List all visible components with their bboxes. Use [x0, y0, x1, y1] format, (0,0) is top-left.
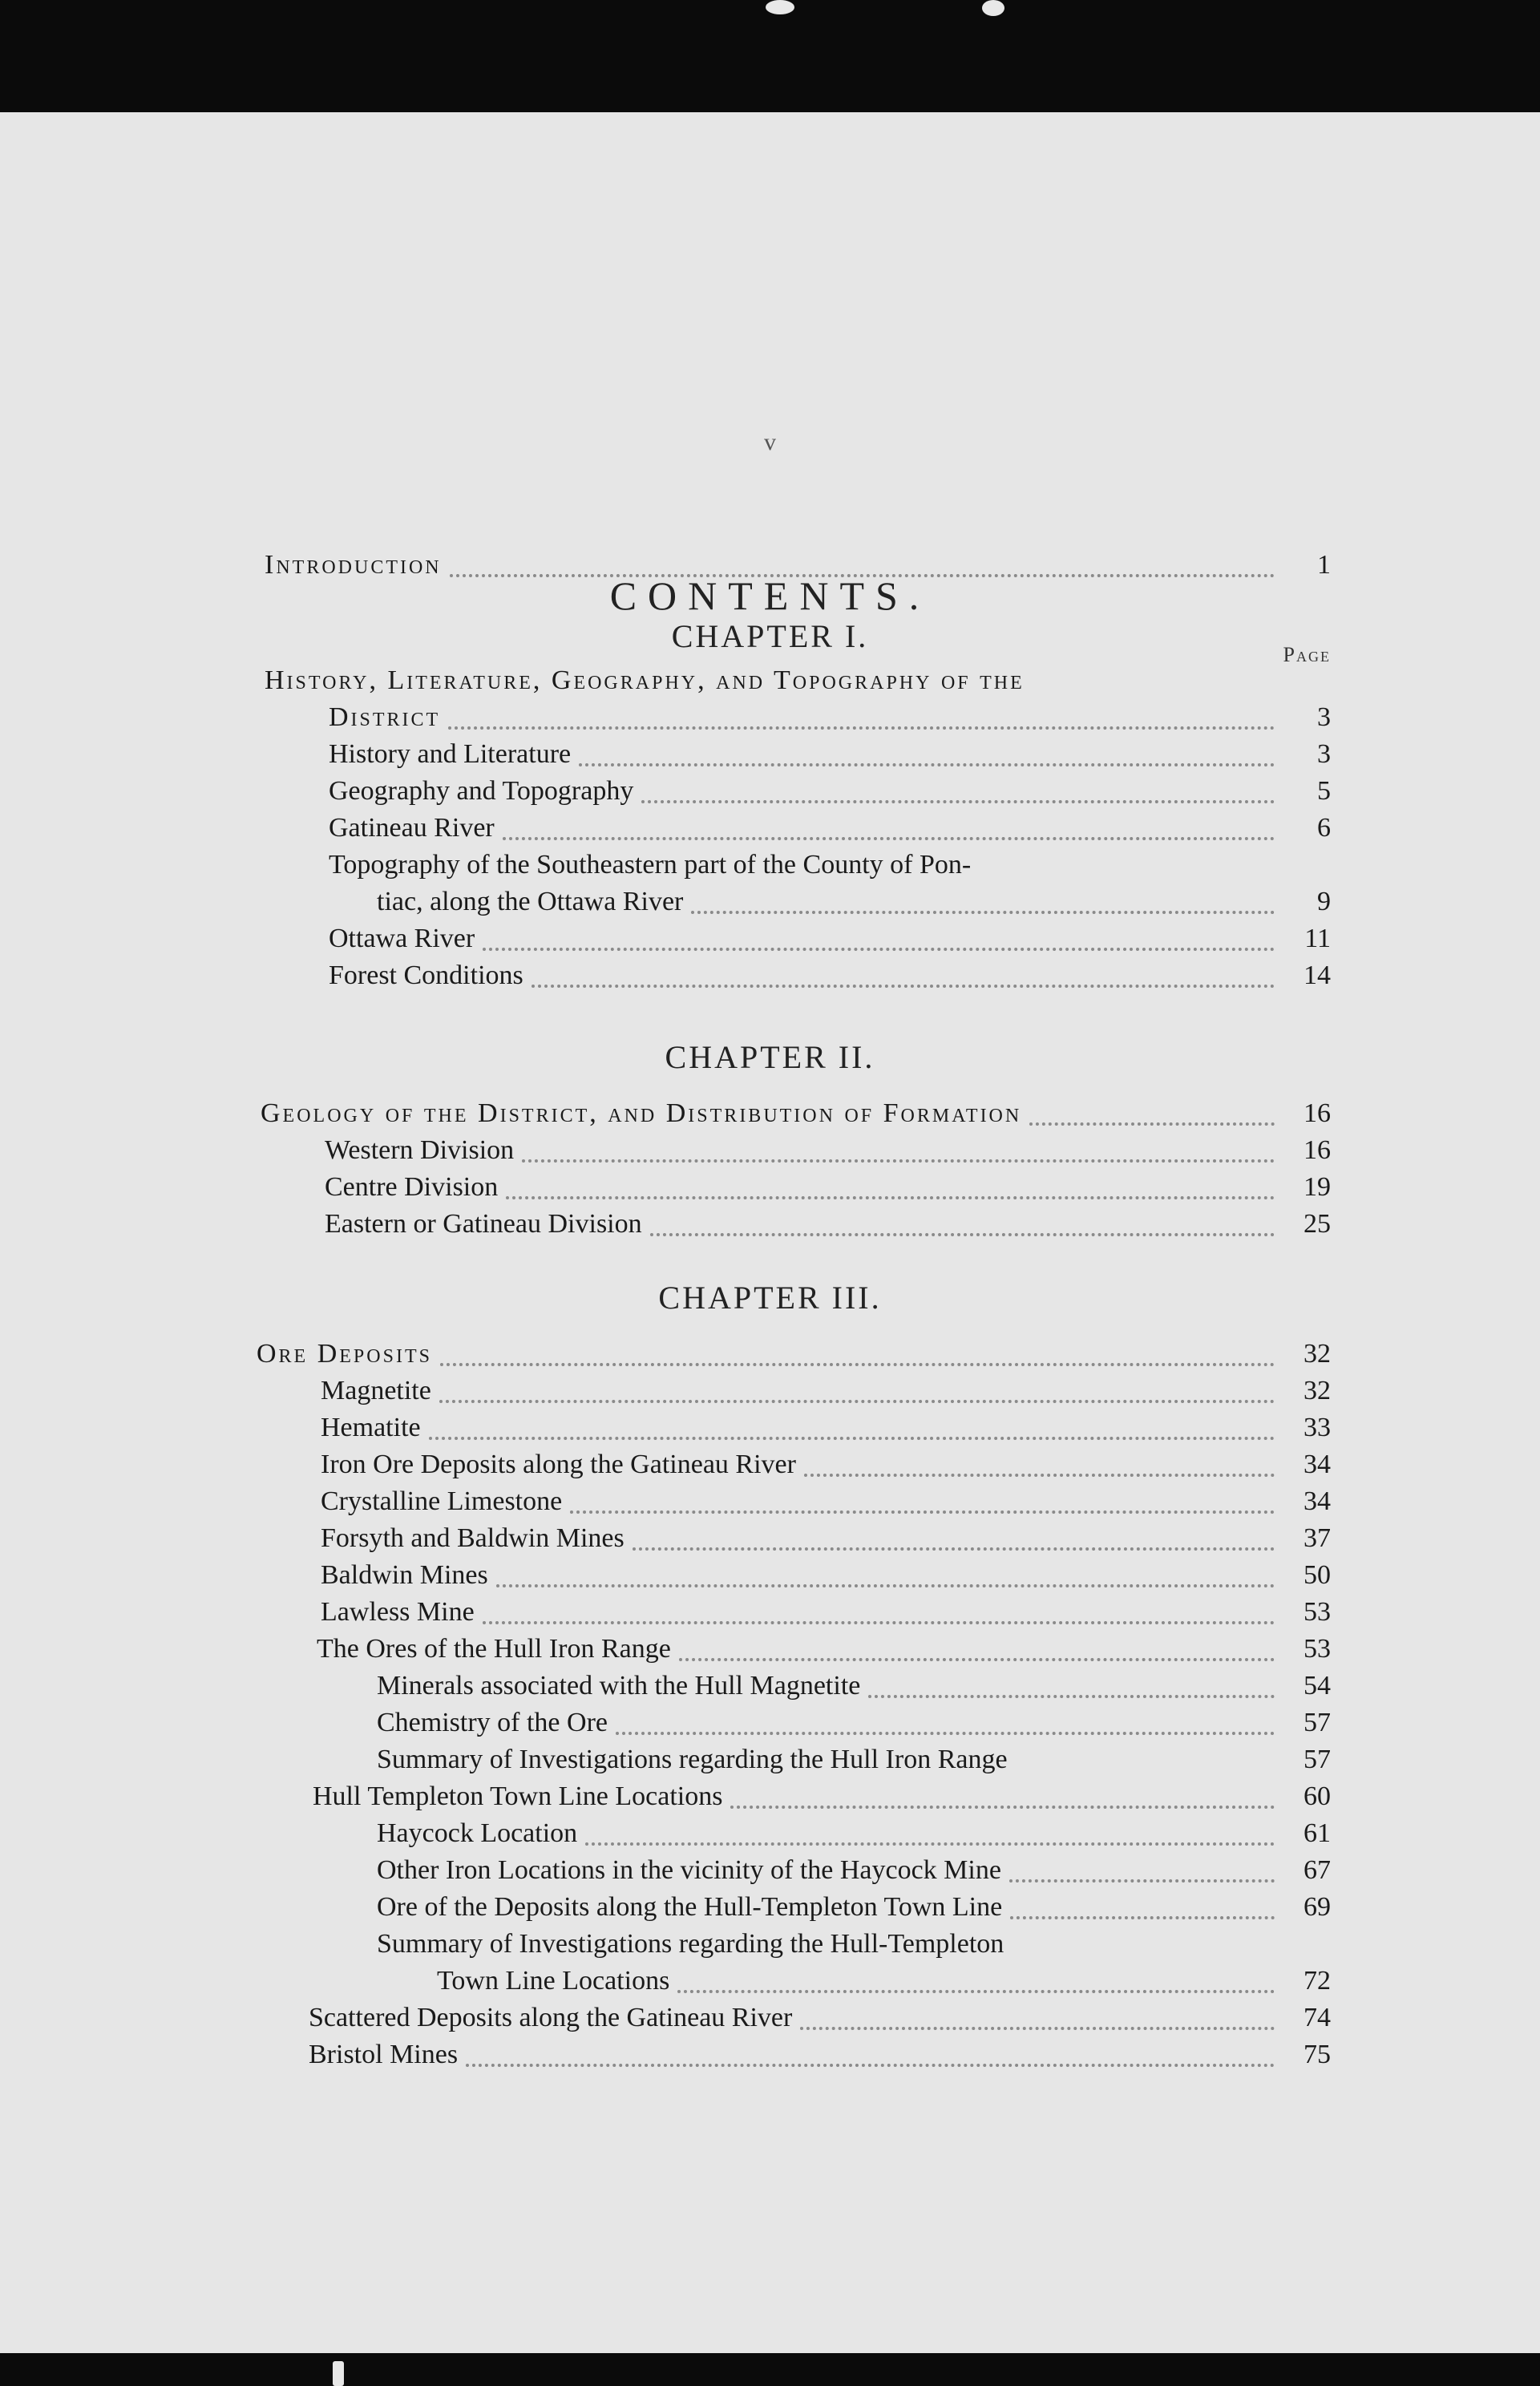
toc-entry-text: Lawless Mine	[321, 1597, 475, 1627]
toc-entry-text: Iron Ore Deposits along the Gatineau River	[321, 1450, 796, 1479]
toc-entry-page: 3	[1317, 739, 1331, 769]
toc-entry	[329, 702, 1331, 739]
leader-dots	[506, 1196, 1275, 1199]
toc-entry	[377, 1745, 1331, 1781]
toc-entry	[257, 1339, 1331, 1376]
leader-dots	[1010, 1916, 1275, 1919]
toc-entry	[377, 1929, 1331, 1966]
leader-dots	[429, 1437, 1275, 1440]
toc-entry-text: Forest Conditions	[329, 960, 523, 990]
leader-dots	[730, 1806, 1275, 1809]
toc-entry-text: Scattered Deposits along the Gatineau River	[309, 2003, 793, 2032]
film-speck	[766, 0, 794, 14]
toc-entry-text: Forsyth and Baldwin Mines	[321, 1523, 624, 1553]
toc-entry	[313, 1781, 1331, 1818]
page-folio: v	[764, 429, 776, 455]
leader-dots	[804, 1474, 1275, 1477]
toc-entry	[437, 1966, 1331, 2003]
toc-entry	[309, 2003, 1331, 2040]
leader-dots	[641, 800, 1275, 803]
toc-entry-page: 74	[1304, 2003, 1331, 2032]
toc-entry	[325, 1135, 1331, 1172]
toc-entry-page: 69	[1304, 1892, 1331, 1922]
toc-entry-page: 67	[1304, 1855, 1331, 1885]
toc-entry-page: 3	[1317, 702, 1331, 732]
leader-dots	[483, 1621, 1275, 1624]
toc-entry	[265, 665, 1331, 702]
toc-entry-page: 34	[1304, 1486, 1331, 1516]
toc-entry	[377, 1892, 1331, 1929]
toc-entry-text: Haycock Location	[377, 1818, 578, 1848]
leader-dots	[1029, 1122, 1275, 1126]
toc-entry-text: Ore of the Deposits along the Hull-Templeton Town Line	[377, 1892, 1003, 1922]
toc-entry-page: 16	[1304, 1135, 1331, 1165]
toc-entry-text: Western Division	[325, 1135, 515, 1165]
toc-entry	[321, 1523, 1331, 1560]
toc-entry-page: 32	[1304, 1339, 1331, 1369]
toc-entry	[321, 1413, 1331, 1450]
toc-entry	[321, 1560, 1331, 1597]
leader-dots	[570, 1510, 1275, 1514]
toc-entry-page: 16	[1304, 1098, 1331, 1128]
toc-entry-page: 50	[1304, 1560, 1331, 1590]
toc-entry	[261, 1098, 1331, 1135]
toc-entry-text: Bristol Mines	[309, 2040, 459, 2069]
toc-entry-page: 54	[1304, 1671, 1331, 1701]
leader-dots	[466, 2064, 1275, 2067]
leader-dots	[522, 1159, 1275, 1163]
toc-entry-page: 61	[1304, 1818, 1331, 1848]
leader-dots	[503, 837, 1275, 840]
toc-entry-text: Baldwin Mines	[321, 1560, 488, 1590]
page-column-header: Page	[1283, 643, 1331, 666]
leader-dots	[677, 1990, 1275, 1993]
toc-entry	[309, 2040, 1331, 2077]
toc-entry	[377, 1708, 1331, 1745]
toc-entry	[329, 776, 1331, 813]
toc-entry-text: Introduction	[265, 550, 442, 580]
toc-entry-text: District	[329, 702, 441, 732]
toc-entry-page: 9	[1317, 887, 1331, 916]
toc-entry-text: Geography and Topography	[329, 776, 634, 806]
toc-entry-text: Ore Deposits	[257, 1339, 432, 1369]
toc-entry-page: 57	[1304, 1745, 1331, 1774]
toc-entry-text: Magnetite	[321, 1376, 431, 1405]
document-page	[0, 112, 1540, 2353]
leader-dots	[585, 1842, 1275, 1846]
toc-entry-text: The Ores of the Hull Iron Range	[317, 1634, 671, 1664]
toc-entry-text: Summary of Investigations regarding the Hull-Templeton	[377, 1929, 1004, 1959]
toc-entry-text: History and Literature	[329, 739, 572, 769]
toc-entry-page: 57	[1304, 1708, 1331, 1737]
leader-dots	[800, 2027, 1275, 2030]
toc-entry-page: 5	[1317, 776, 1331, 806]
toc-entry-page: 6	[1317, 813, 1331, 843]
leader-dots	[679, 1658, 1275, 1661]
toc-entry	[329, 924, 1331, 960]
toc-entry-text: Other Iron Locations in the vicinity of the Haycock Mine	[377, 1855, 1001, 1885]
toc-entry	[321, 1450, 1331, 1486]
toc-entry-page: 37	[1304, 1523, 1331, 1553]
toc-entry	[325, 1209, 1331, 1246]
toc-entry-text: Chemistry of the Ore	[377, 1708, 608, 1737]
toc-entry-page: 75	[1304, 2040, 1331, 2069]
leader-dots	[532, 985, 1275, 988]
leader-dots	[579, 763, 1275, 766]
leader-dots	[650, 1233, 1275, 1236]
toc-entry	[321, 1486, 1331, 1523]
chapter-heading: CHAPTER I.	[671, 618, 869, 654]
toc-entry	[377, 887, 1331, 924]
film-speck	[982, 0, 1004, 16]
toc-entry	[325, 1172, 1331, 1209]
leader-dots	[448, 726, 1275, 730]
toc-entry-page: 1	[1317, 550, 1331, 580]
toc-entry-page: 32	[1304, 1376, 1331, 1405]
leader-dots	[440, 1363, 1275, 1366]
leader-dots	[483, 948, 1275, 951]
toc-entry-text: Hull Templeton Town Line Locations	[313, 1781, 723, 1811]
toc-entry-page: 14	[1304, 960, 1331, 990]
toc-entry-text: History, Literature, Geography, and Topography of the	[265, 665, 1025, 695]
toc-entry-text: Summary of Investigations regarding the Hull Iron Range	[377, 1745, 1008, 1774]
toc-entry-page: 11	[1304, 924, 1331, 953]
toc-entry-page: 25	[1304, 1209, 1331, 1239]
toc-entry-page: 60	[1304, 1781, 1331, 1811]
film-speck	[333, 2361, 344, 2386]
leader-dots	[691, 911, 1275, 914]
toc-entry-text: Town Line Locations	[437, 1966, 670, 1996]
leader-dots	[450, 574, 1275, 577]
toc-entry	[329, 739, 1331, 776]
contents-title: CONTENTS.	[609, 573, 931, 618]
toc-entry-page: 53	[1304, 1597, 1331, 1627]
chapter-heading: CHAPTER II.	[665, 1039, 875, 1075]
toc-entry-text: Hematite	[321, 1413, 421, 1442]
toc-entry-text: Crystalline Limestone	[321, 1486, 563, 1516]
toc-entry	[321, 1376, 1331, 1413]
toc-entry-text: Centre Division	[325, 1172, 499, 1202]
toc-entry	[377, 1818, 1331, 1855]
toc-entry-page: 19	[1304, 1172, 1331, 1202]
toc-entry-text: Ottawa River	[329, 924, 475, 953]
toc-entry-page: 33	[1304, 1413, 1331, 1442]
toc-entry-text: Topography of the Southeastern part of the County of Pon-	[329, 850, 972, 880]
leader-dots	[868, 1695, 1275, 1698]
toc-entry-text: Gatineau River	[329, 813, 495, 843]
toc-entry-page: 53	[1304, 1634, 1331, 1664]
leader-dots	[496, 1584, 1275, 1587]
toc-entry-page: 72	[1304, 1966, 1331, 1996]
leader-dots	[439, 1400, 1275, 1403]
leader-dots	[633, 1547, 1275, 1551]
toc-entry	[265, 550, 1331, 587]
leader-dots	[616, 1732, 1275, 1735]
toc-entry-text: tiac, along the Ottawa River	[377, 887, 684, 916]
toc-entry-text: Geology of the District, and Distribution of Formation	[261, 1098, 1022, 1128]
toc-entry-page: 34	[1304, 1450, 1331, 1479]
toc-entry	[329, 960, 1331, 997]
toc-entry	[377, 1855, 1331, 1892]
toc-entry	[329, 850, 1331, 887]
chapter-heading: CHAPTER III.	[658, 1280, 882, 1316]
toc-entry	[377, 1671, 1331, 1708]
toc-entry-text: Minerals associated with the Hull Magnetite	[377, 1671, 861, 1701]
leader-dots	[1009, 1879, 1275, 1883]
toc-entry-text: Eastern or Gatineau Division	[325, 1209, 642, 1239]
toc-entry	[317, 1634, 1331, 1671]
toc-entry	[321, 1597, 1331, 1634]
toc-entry	[329, 813, 1331, 850]
